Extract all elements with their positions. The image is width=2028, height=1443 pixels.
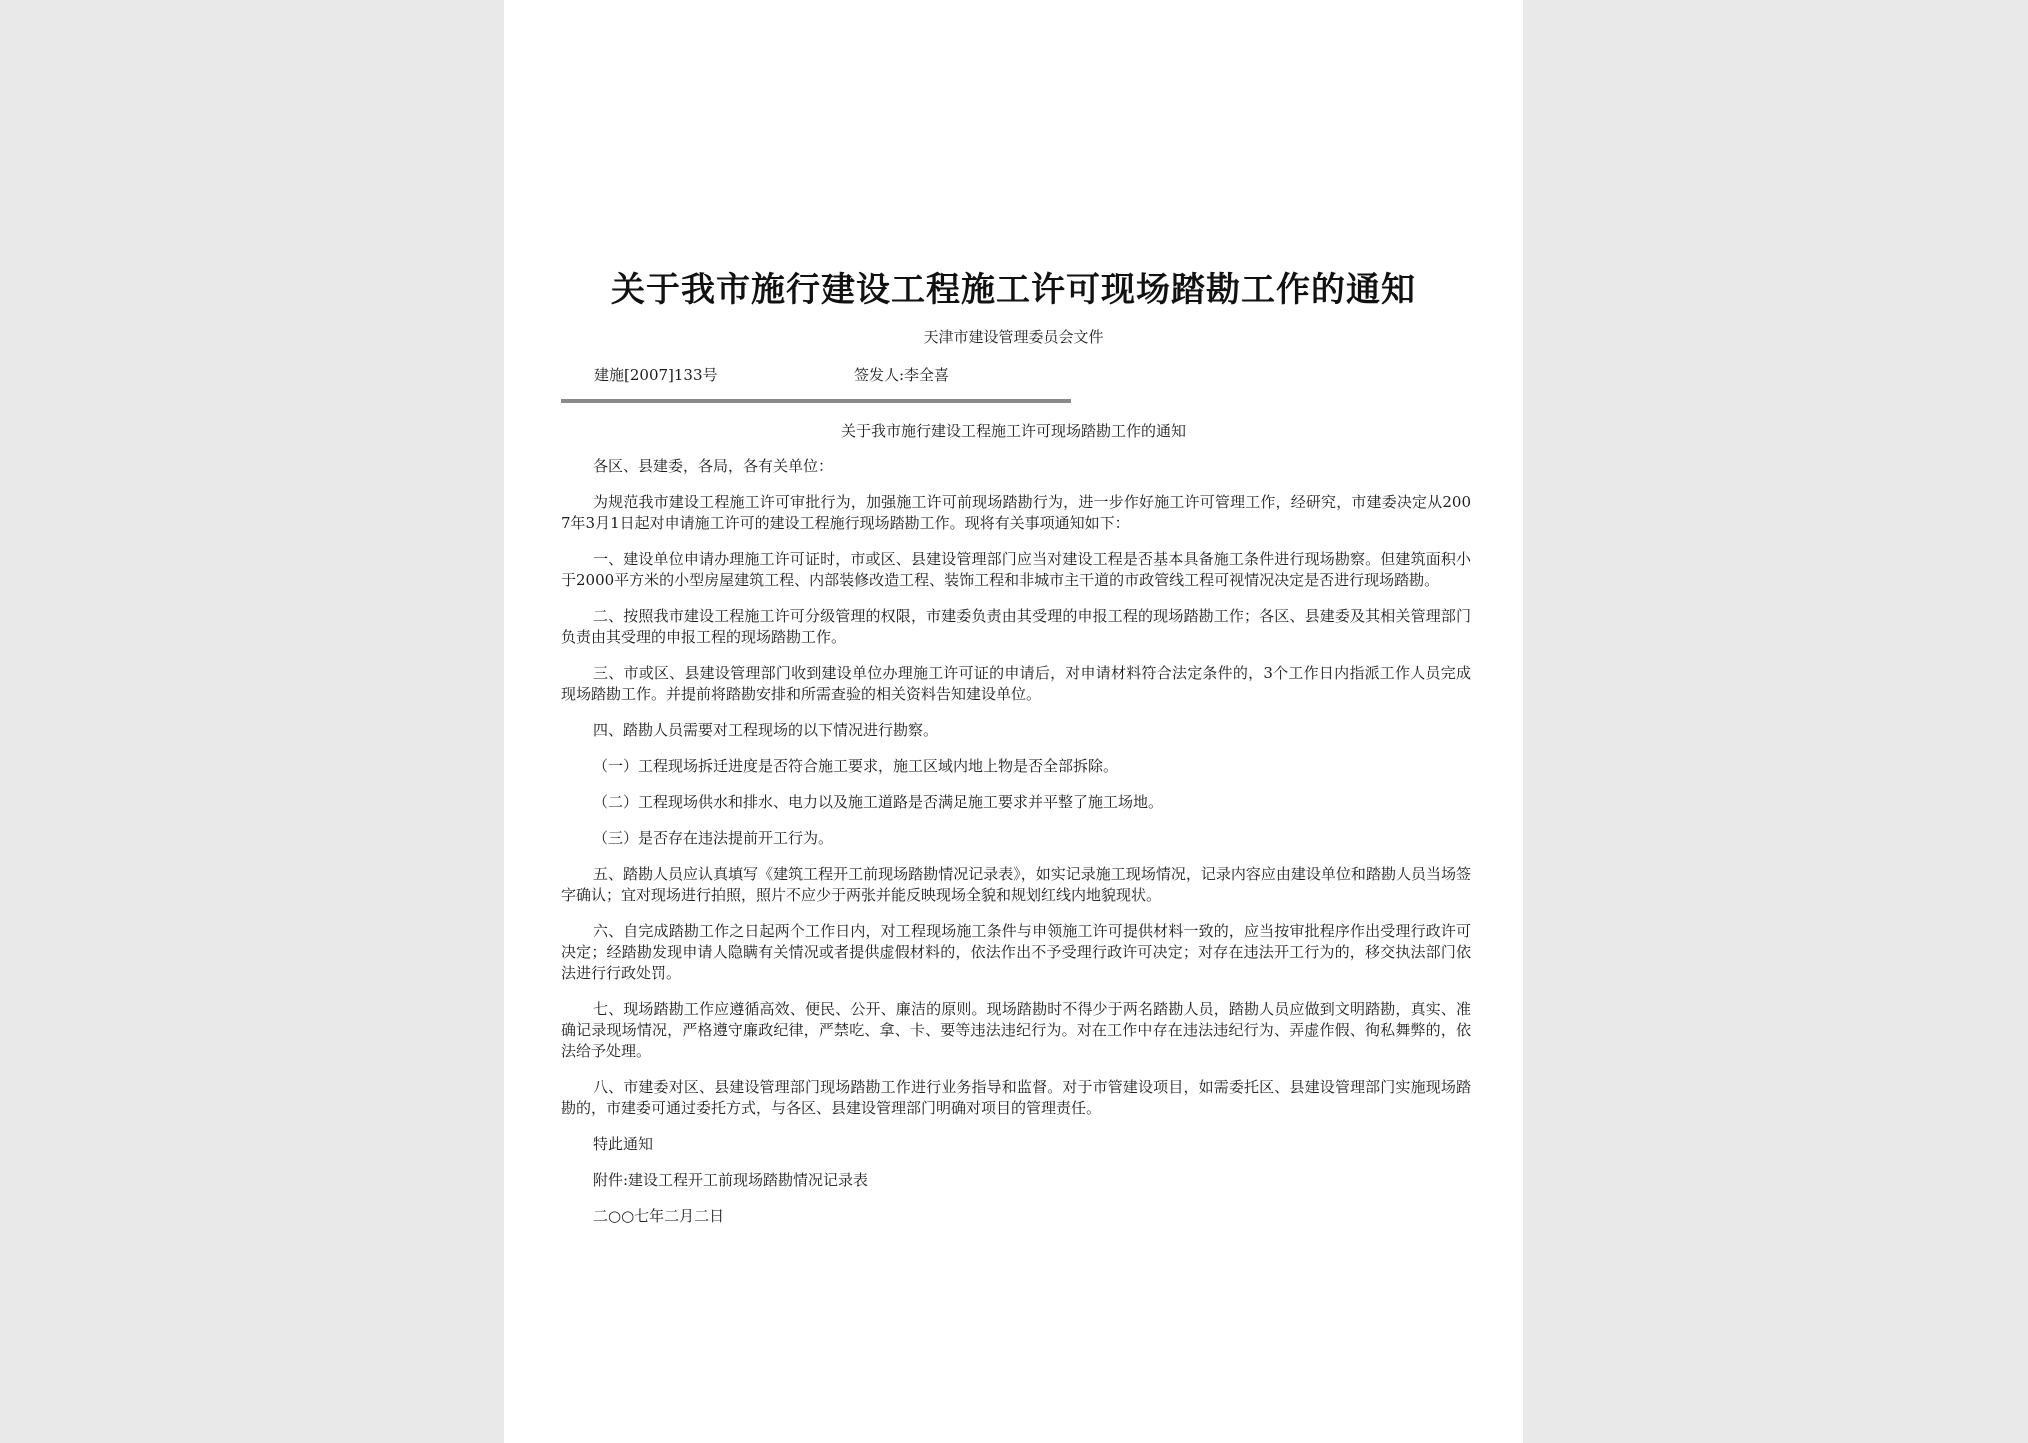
paragraph-2: 二、按照我市建设工程施工许可分级管理的权限，市建委负责由其受理的申报工程的现场踏勘工作；各区、县建委及其相关管理部门负责由其受理的申报工程的现场踏勘工作。 — [561, 607, 1471, 646]
issuer-line: 天津市建设管理委员会文件 — [923, 328, 1104, 346]
paragraph-8: 八、市建委对区、县建设管理部门现场踏勘工作进行业务指导和监督。对于市管建设项目，如需委托区、县建设管理部门实施现场踏勘的，市建委可通过委托方式，与各区、县建设管理部门明确对项目的管理责任。 — [561, 1078, 1471, 1117]
attachment-line: 附件:建设工程开工前现场踏勘情况记录表 — [593, 1171, 869, 1189]
paragraph-7: 七、现场踏勘工作应遵循高效、便民、公开、廉洁的原则。现场踏勘时不得少于两名踏勘人员，踏勘人员应做到文明踏勘，真实、准确记录现场情况，严格遵守廉政纪律，严禁吃、拿、卡、要等违法违纪行为。对在工作中存在违法违纪行为、弄虚作假、徇私舞弊的，依法给予处理。 — [561, 1000, 1471, 1060]
document-title: 关于我市施行建设工程施工许可现场踏勘工作的通知 — [611, 270, 1416, 310]
paragraph-4-item-2: （二）工程现场供水和排水、电力以及施工道路是否满足施工要求并平整了施工场地。 — [593, 793, 1164, 811]
notice-subtitle: 关于我市施行建设工程施工许可现场踏勘工作的通知 — [840, 422, 1186, 440]
paragraph-5: 五、踏勘人员应认真填写《建筑工程开工前现场踏勘情况记录表》，如实记录施工现场情况，记录内容应由建设单位和踏勘人员当场签字确认；宜对现场进行拍照，照片不应少于两张并能反映现场全貌和规划红线内地貌现状。 — [561, 865, 1471, 904]
signer: 签发人:李全喜 — [854, 366, 950, 384]
document-date: 二○○七年二月二日 — [593, 1207, 725, 1225]
document-page — [504, 0, 1523, 1443]
paragraph-intro: 为规范我市建设工程施工许可审批行为，加强施工许可前现场踏勘行为，进一步作好施工许可管理工作，经研究，市建委决定从2007年3月1日起对申请施工许可的建设工程施行现场踏勘工作。现将有关事项通知如下： — [561, 493, 1471, 532]
paragraph-6: 六、自完成踏勘工作之日起两个工作日内，对工程现场施工条件与申领施工许可提供材料一致的，应当按审批程序作出受理行政许可决定；经踏勘发现申请人隐瞒有关情况或者提供虚假材料的，依法作出不予受理行政许可决定；对存在违法开工行为的，移交执法部门依法进行行政处罚。 — [561, 922, 1471, 982]
document-body — [561, 456, 1471, 1242]
paragraph-1: 一、建设单位申请办理施工许可证时，市或区、县建设管理部门应当对建设工程是否基本具备施工条件进行现场勘察。但建筑面积小于2000平方米的小型房屋建筑工程、内部装修改造工程、装饰工程和非城市主干道的市政管线工程可视情况决定是否进行现场踏勘。 — [561, 550, 1471, 589]
header-divider — [561, 399, 1071, 403]
paragraph-3: 三、市或区、县建设管理部门收到建设单位办理施工许可证的申请后，对申请材料符合法定条件的，3个工作日内指派工作人员完成现场踏勘工作。并提前将踏勘安排和所需查验的相关资料告知建设单位。 — [561, 664, 1471, 703]
closing-line: 特此通知 — [593, 1135, 654, 1153]
paragraph-4-item-3: （三）是否存在违法提前开工行为。 — [593, 829, 834, 847]
paragraph-4-item-1: （一）工程现场拆迁进度是否符合施工要求，施工区域内地上物是否全部拆除。 — [593, 757, 1119, 775]
document-number: 建施[2007]133号 — [594, 366, 718, 384]
paragraph-4: 四、踏勘人员需要对工程现场的以下情况进行勘察。 — [593, 721, 939, 739]
salutation: 各区、县建委，各局，各有关单位： — [593, 457, 834, 475]
